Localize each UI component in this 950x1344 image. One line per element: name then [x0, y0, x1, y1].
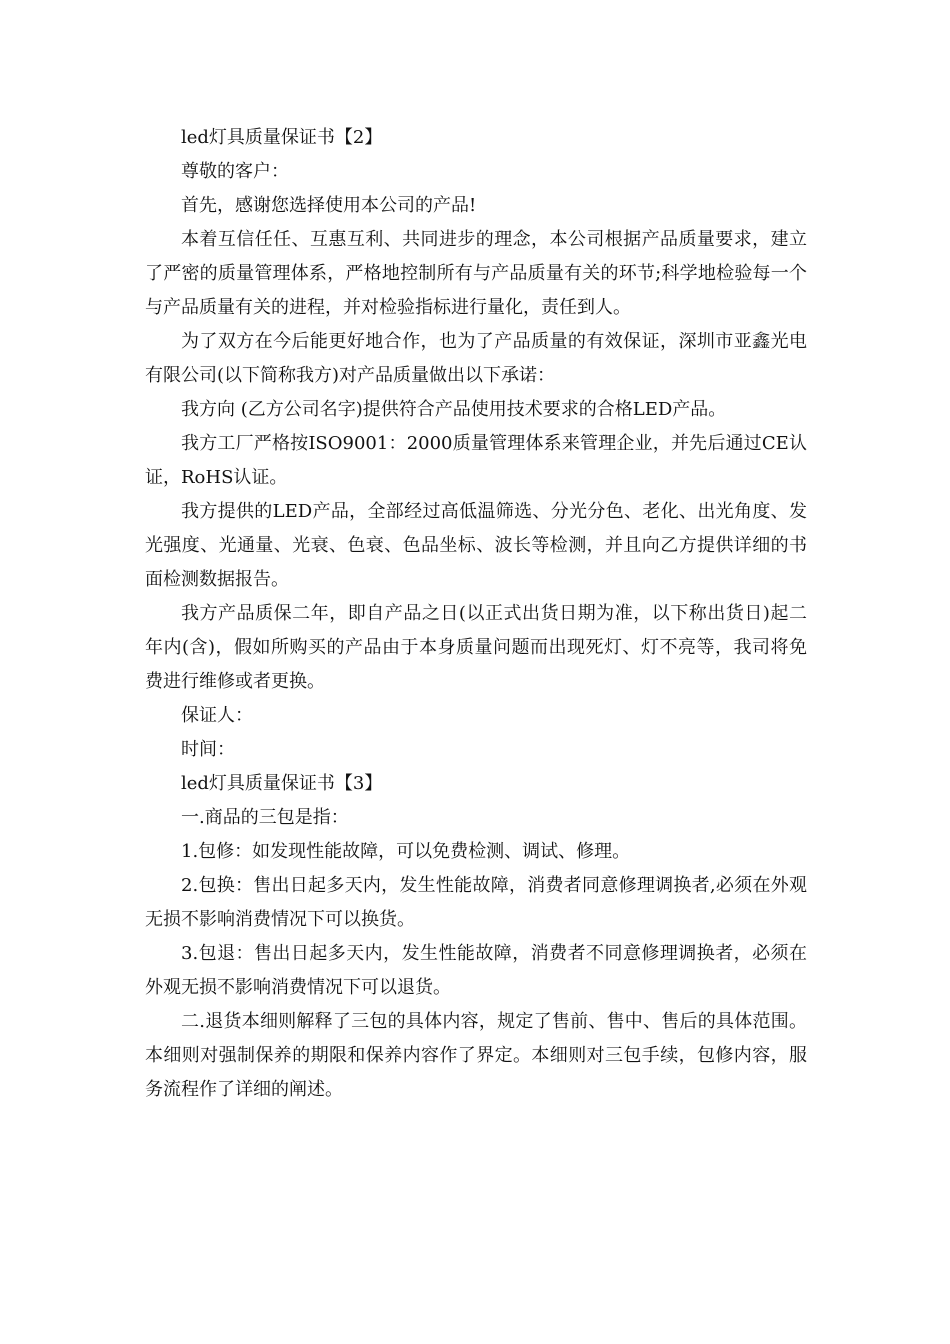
paragraph-certification: 我方工厂严格按ISO9001：2000质量管理体系来管理企业，并先后通过CE认证，RoHS认证。 — [145, 433, 807, 488]
paragraph-thanks: 首先，感谢您选择使用本公司的产品! — [181, 195, 477, 216]
paragraph-commitment-intro: 为了双方在今后能更好地合作，也为了产品质量的有效保证，深圳市亚鑫光电有限公司(以下简称我方)对产品质量做出以下承诺： — [145, 331, 807, 386]
list-item-repair: 1.包修：如发现性能故障，可以免费检测、调试、修理。 — [181, 841, 631, 862]
list-item-exchange: 2.包换：售出日起多天内，发生性能故障，消费者同意修理调换者,必须在外观无损不影响消费情况下可以换货。 — [145, 875, 807, 930]
paragraph-warranty: 我方产品质保二年，即自产品之日(以正式出货日期为准，以下称出货日)起二年内(含)，假如所购买的产品由于本身质量问题而出现死灯、灯不亮等，我司将免费进行维修或者更换。 — [145, 603, 807, 692]
list-heading-three-guarantees: 一.商品的三包是指： — [181, 807, 349, 828]
document-body — [145, 121, 807, 1107]
paragraph-qualified-products: 我方向 (乙方公司名字)提供符合产品使用技术要求的合格LED产品。 — [181, 399, 727, 420]
paragraph-return-rules: 二.退货本细则解释了三包的具体内容，规定了售前、售中、售后的具体范围。本细则对强制保养的期限和保养内容作了界定。本细则对三包手续，包修内容，服务流程作了详细的阐述。 — [145, 1011, 807, 1100]
section-heading-2: led灯具质量保证书【2】 — [181, 127, 383, 148]
salutation: 尊敬的客户： — [181, 161, 289, 182]
guarantor-label: 保证人： — [181, 705, 253, 726]
paragraph-testing: 我方提供的LED产品，全部经过高低温筛选、分光分色、老化、出光角度、发光强度、光通量、光衰、色衰、色品坐标、波长等检测，并且向乙方提供详细的书面检测数据报告。 — [145, 501, 807, 590]
section-heading-3: led灯具质量保证书【3】 — [181, 773, 383, 794]
paragraph-quality-system: 本着互信任任、互惠互利、共同进步的理念，本公司根据产品质量要求，建立了严密的质量管理体系，严格地控制所有与产品质量有关的环节;科学地检验每一个与产品质量有关的进程，并对检验指标进行量化，责任到人。 — [145, 229, 807, 318]
list-item-return: 3.包退：售出日起多天内，发生性能故障，消费者不同意修理调换者，必须在外观无损不影响消费情况下可以退货。 — [145, 943, 807, 998]
date-label: 时间： — [181, 739, 235, 760]
